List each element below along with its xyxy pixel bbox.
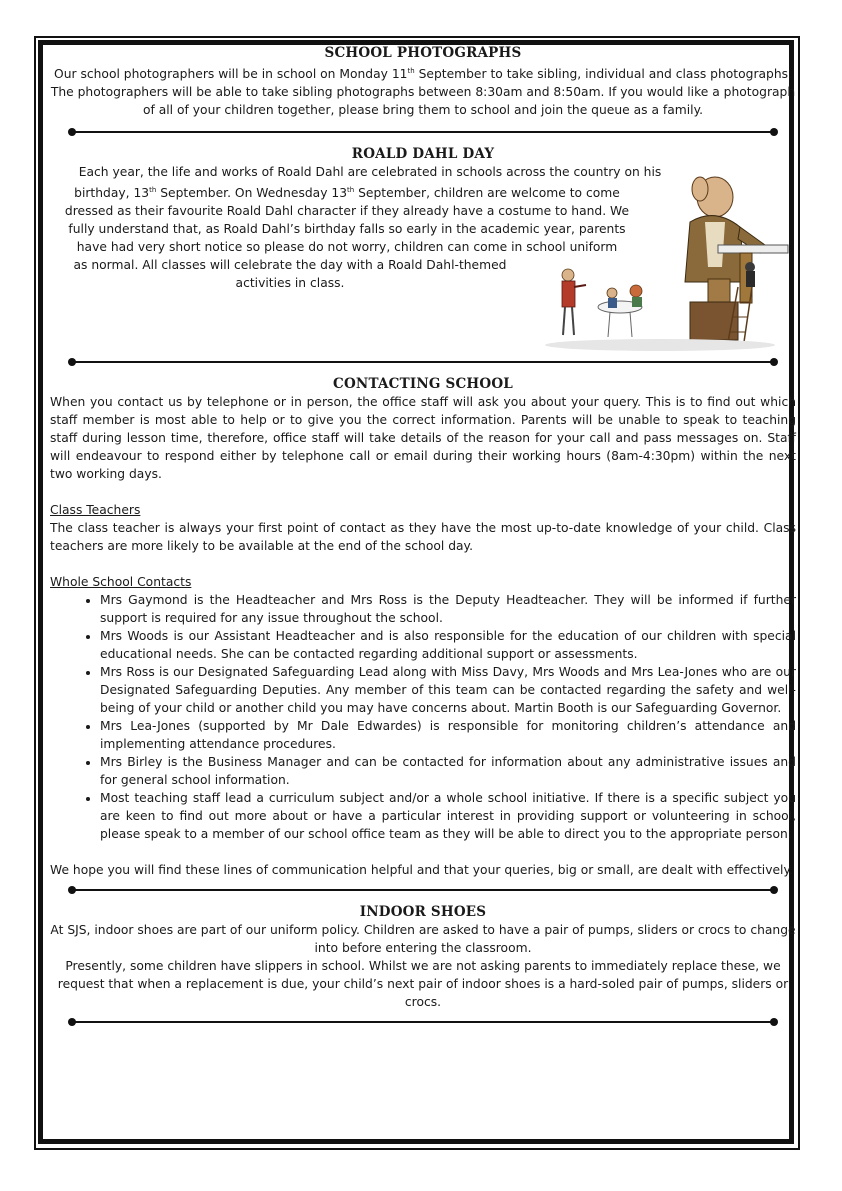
list-item: • Mrs Birley is the Business Manager and can be contacted for information about any administrative issues and for general school information. [100,753,796,789]
class-teachers-text: The class teacher is always your first point of contact as they have the most up-to-date knowledge of your child. Class teachers are more likely to be available at the end of the school day. [50,521,796,554]
class-teachers-heading: Class Teachers [50,503,141,518]
section-indoor-shoes [50,903,796,1011]
section-title: SCHOOL PHOTOGRAPHS [324,45,522,61]
section-divider [72,131,774,133]
bfg-illustration [540,167,790,357]
list-item: • Mrs Woods is our Assistant Headteacher and is also responsible for the education of our children with special educational needs. She can be contacted regarding additional support or assessments. [100,627,796,663]
list-item: • Mrs Gaymond is the Headteacher and Mrs Ross is the Deputy Headteacher. They will be informed if further support is required for any issue throughout the school. [100,591,796,627]
contacting-closing: We hope you will find these lines of communication helpful and that your queries, big or small, are dealt with effectively. [50,863,793,878]
dahl-text: Each year, the life and works of Roald Dahl are celebrated in schools across the country on his birthday, 13th September. On Wednesday 13th September, children are welcome to come dressed as their favourite Roald Dahl character if they already have a costume to hand. We fully understand that, as Roald Dahl’s birthday falls so early in the academic year, parents have had very short notice so please do not worry, children can come in school uniform as normal. All classes will celebrate the day with a Roald Dahl-themed activities in class. [64,165,662,291]
section-title: INDOOR SHOES [359,904,487,921]
newsletter-content [50,44,796,1023]
section-school-photographs [50,44,796,119]
shoes-text-2: Presently, some children have slippers in school. Whilst we are not asking parents to immediately replace these, we request that when a replacement is due, your child’s next pair of indoor shoes is a hard-soled pair of pumps, sliders or crocs. [57,959,789,1010]
section-roald-dahl-day [50,145,796,361]
section-title: ROALD DAHL DAY [351,146,495,163]
list-item: • Mrs Lea-Jones (supported by Mr Dale Edwardes) is responsible for monitoring children’s attendance and implementing attendance procedures. [100,717,796,753]
list-item: • Mrs Ross is our Designated Safeguarding Lead along with Miss Davy, Mrs Woods and Mrs Lea-Jones who are our Designated Safeguarding Deputies. Any member of this team can be contacted regarding the safety and well-being of your child or another child you may have concerns about. Martin Booth is our Safeguarding Governor. [100,663,796,717]
section-contacting-school [50,375,796,879]
contacting-intro: When you contact us by telephone or in person, the office staff will ask you about your query. This is to find out which staff member is most able to help or to give you the correct information. Parents will be unable to speak to teaching staff during lesson time, therefore, office staff will take details of the reason for your call and pass messages on. Staff will endeavour to respond either by telephone call or email during their working hours (8am-4:30pm) within the next two working days. [50,395,796,482]
photographs-text: Our school photographers will be in school on Monday 11th September to take sibling, individual and class photographs. The photographers will be able to take sibling photographs between 8:30am and 8:50am. If you would like a photograph of all of your children together, please bring them to school and join the queue as a family. [50,67,796,118]
section-divider [72,361,774,363]
section-title: CONTACTING SCHOOL [333,376,513,393]
list-item: • Most teaching staff lead a curriculum subject and/or a whole school initiative. If there is a specific subject you are keen to find out more about or have a particular interest in providing support or volunteering in school, please speak to a member of our school office team as they will be able to direct you to the appropriate person. [100,789,796,843]
section-divider [72,889,774,891]
contacts-list [50,591,796,843]
shoes-text-1: At SJS, indoor shoes are part of our uniform policy. Children are asked to have a pair of pumps, sliders or crocs to change into before entering the classroom. [50,923,796,956]
whole-school-contacts-heading: Whole School Contacts [50,575,192,590]
section-divider [72,1021,774,1023]
